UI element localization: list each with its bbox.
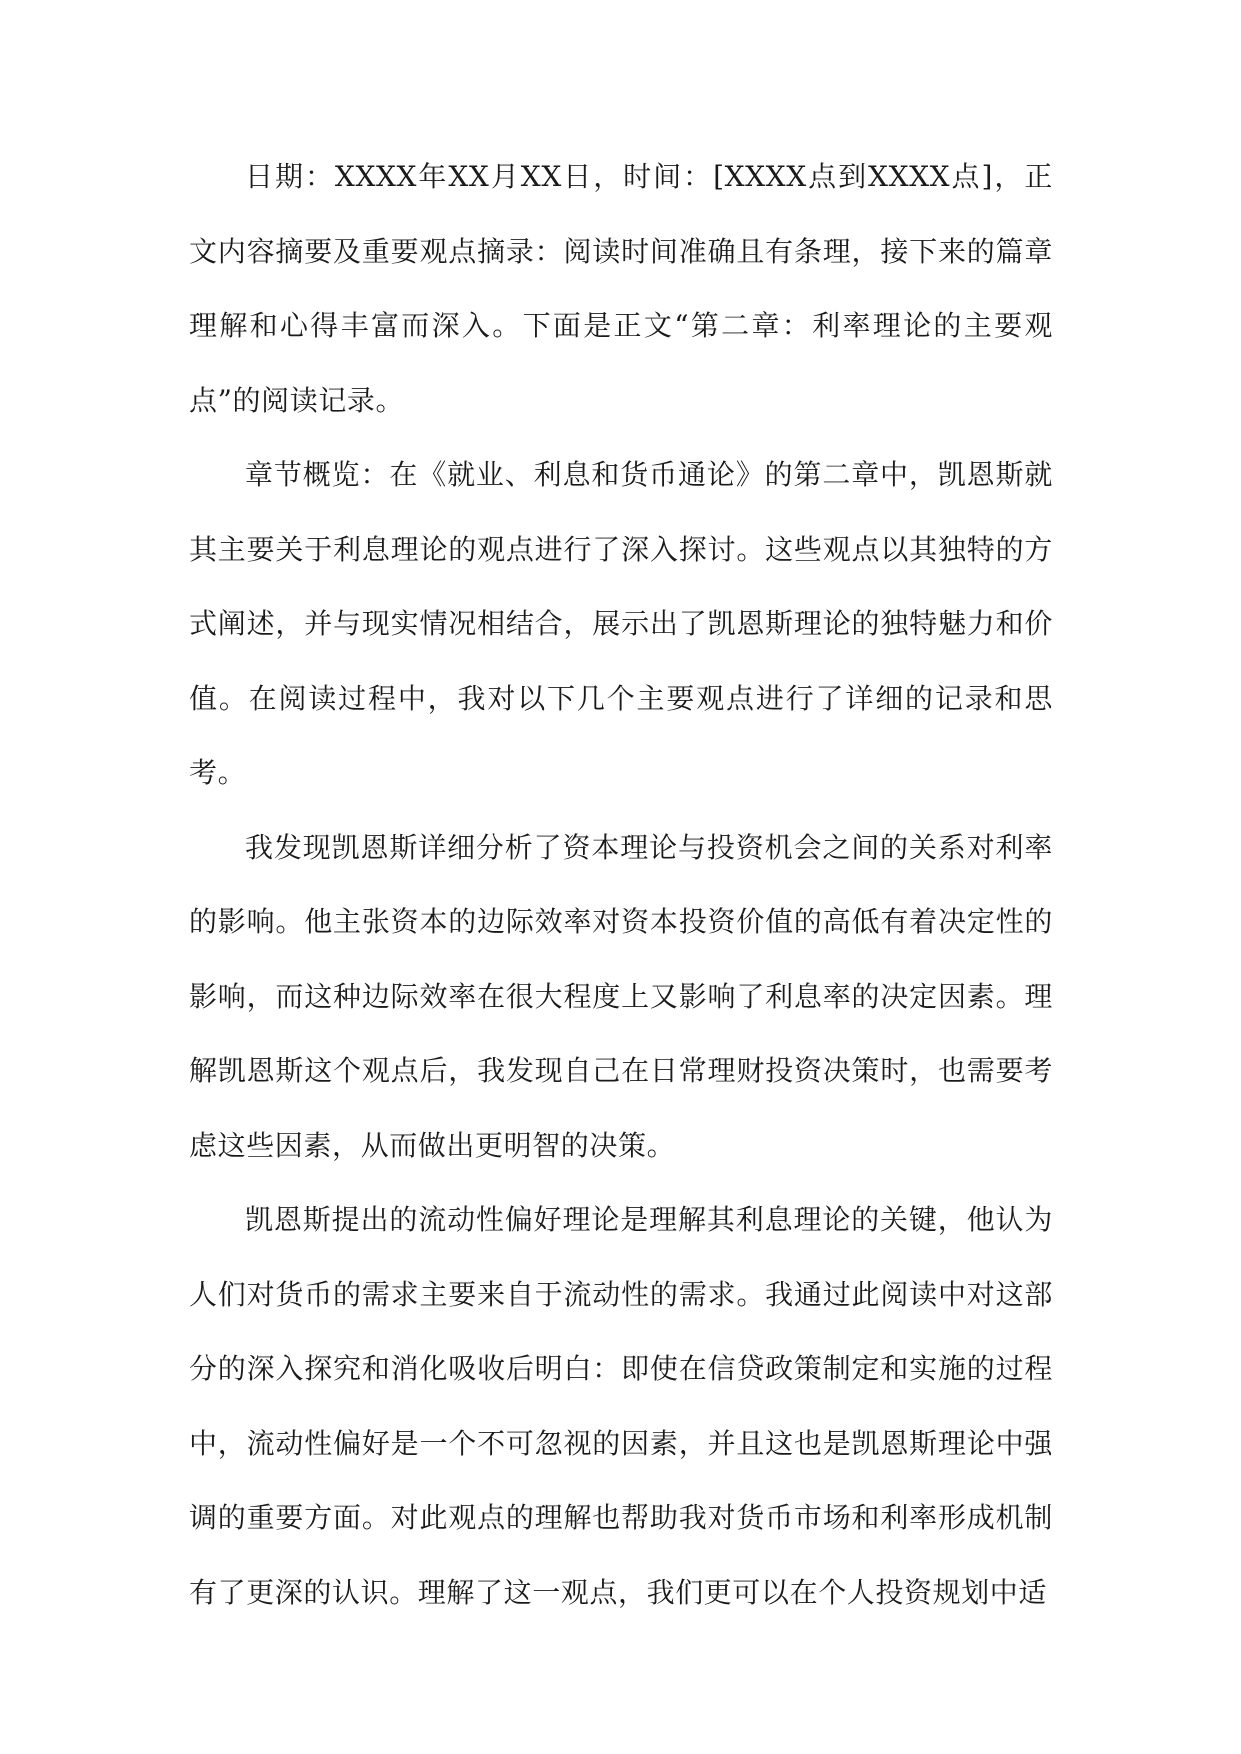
paragraph-liquidity-preference: 凯恩斯提出的流动性偏好理论是理解其利息理论的关键，他认为人们对货币的需求主要来自于流动性的需求。我通过此阅读中对这部分的深入探究和消化吸收后明白：即使在信贷政策制定和实施的过程中，流动性偏好是一个不可忽视的因素，并且这也是凯恩斯理论中强调的重要方面。对此观点的理解也帮助我对货币市场和利率形成机制有了更深的认识。理解了这一观点，我们更可以在个人投资规划中适 (189, 1203, 1053, 1609)
paragraph-chapter-overview: 章节概览：在《就业、利息和货币通论》的第二章中，凯恩斯就其主要关于利息理论的观点进行了深入探讨。这些观点以其独特的方式阐述，并与现实情况相结合，展示出了凯恩斯理论的独特魅力和价值。在阅读过程中，我对以下几个主要观点进行了详细的记录和思考。 (189, 458, 1053, 789)
document-body (189, 140, 1053, 1630)
paragraph-capital-marginal-efficiency: 我发现凯恩斯详细分析了资本理论与投资机会之间的关系对利率的影响。他主张资本的边际效率对资本投资价值的高低有着决定性的影响，而这种边际效率在很大程度上又影响了利息率的决定因素。理解凯恩斯这个观点后，我发现自己在日常理财投资决策时，也需要考虑这些因素，从而做出更明智的决策。 (189, 830, 1053, 1162)
paragraph-reading-log-intro: 日期：XXXX年XX月XX日，时间：[XXXX点到XXXX点]，正文内容摘要及重要观点摘录：阅读时间准确且有条理，接下来的篇章理解和心得丰富而深入。下面是正文“第二章：利率理论的主要观点”的阅读记录。 (189, 160, 1053, 417)
